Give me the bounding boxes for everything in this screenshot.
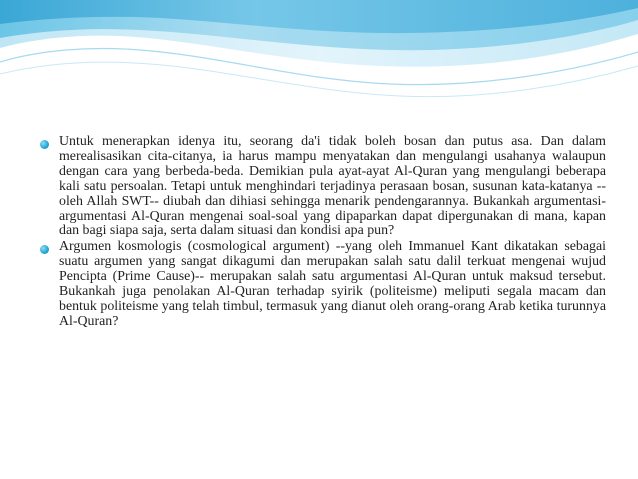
bullet-text: Argumen kosmologis (cosmological argument) --yang oleh Immanuel Kant dikatakan sebagai suatu argumen yang sangat dikagumi dan merupakan salah satu dalil terkuat mengenai wujud Pencipta (Prime Cause)-- merupakan salah satu argumentasi Al-Quran untuk maksud tersebut. Bukankah juga penolakan Al-Quran terhadap syirik (politeisme) meliputi segala macam dan bentuk politeisme yang telah timbul, termasuk yang dianut oleh orang-orang Arab ketika turunnya Al-Quran? (59, 239, 606, 329)
bullet-item-2 (40, 240, 606, 329)
bullet-dot-icon (40, 140, 49, 149)
header-wave-decoration (0, 0, 638, 110)
bullet-list (40, 135, 606, 331)
bullet-text: Untuk menerapkan idenya itu, seorang da'i tidak boleh bosan dan putus asa. Dan dalam merealisasikan cita-citanya, ia harus mampu menyatakan dan mengulangi usahanya walaupun dengan cara yang berbeda-beda. Demikian pula ayat-ayat Al-Quran yang mengulangi beberapa kali satu persoalan. Tetapi untuk menghindari terjadinya perasaan bosan, susunan kata-katanya --oleh Allah SWT-- diubah dan dihiasi sehingga menarik pendengarannya. Bukankah argumentasi-argumentasi Al-Quran mengenai soal-soal yang dipaparkan dapat dipergunakan di mana, kapan dan bagi siapa saja, serta dalam situasi dan kondisi apa pun? (59, 134, 606, 239)
bullet-item-1 (40, 135, 606, 239)
bullet-dot-icon (40, 245, 49, 254)
